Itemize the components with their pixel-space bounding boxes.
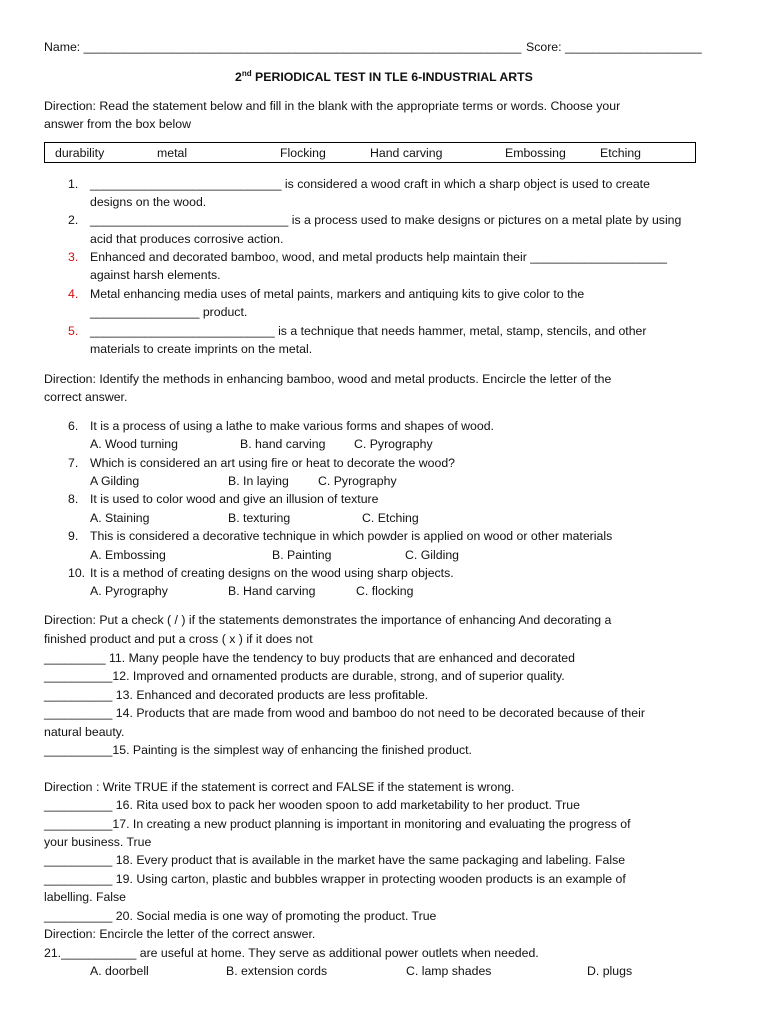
item-15-line: __________15. Painting is the simplest way of enhancing the finished product. [44,743,472,757]
item-number-8: 8. [68,492,79,506]
item-13-line: __________ 13. Enhanced and decorated products are less profitable. [44,688,429,702]
item-number-4: 4. [68,287,79,301]
direction-part3-line1: Direction: Put a check ( / ) if the statements demonstrates the importance of enhancing And decorating a [44,613,612,627]
title-text: PERIODICAL TEST IN TLE 6-INDUSTRIAL ARTS [251,70,533,84]
item-6-option-c: C. Pyrography [354,437,433,451]
item-9-option-c: C. Gilding [405,548,459,562]
item-4-line2: ________________ product. [90,305,248,319]
direction-part2-line2: correct answer. [44,390,128,404]
item-3-line2: against harsh elements. [90,268,221,282]
item-number-9: 9. [68,529,79,543]
item-7-option-a: A Gilding [90,474,140,488]
item-9-option-b: B. Painting [272,548,332,562]
item-5-line1: ___________________________ is a technique that needs hammer, metal, stamp, stencils, and other [90,324,647,338]
item-14-line1: __________ 14. Products that are made from wood and bamboo do not need to be decorated because of their [44,706,645,720]
item-12-line: __________12. Improved and ornamented products are durable, strong, and of superior quality. [44,669,565,683]
item-4-line1: Metal enhancing media uses of metal paints, markers and antiquing kits to give color to the [90,287,585,301]
item-8-option-a: A. Staining [90,511,150,525]
item-10-option-c: C. flocking [356,584,414,598]
item-number-1: 1. [68,177,79,191]
item-21-question: 21.___________ are useful at home. They serve as additional power outlets when needed. [44,946,539,960]
item-number-2: 2. [68,213,79,227]
item-16-line: __________ 16. Rita used box to pack her wooden spoon to add marketability to her product. True [44,798,580,812]
item-6-question: It is a process of using a lathe to make various forms and shapes of wood. [90,419,494,433]
direction-part3-line2: finished product and put a cross ( x ) if it does not [44,632,313,646]
direction-part2-line1: Direction: Identify the methods in enhancing bamboo, wood and metal products. Encircle the letter of the [44,372,612,386]
choice-hand-carving: Hand carving [370,146,443,160]
item-7-option-b: B. In laying [228,474,289,488]
item-8-option-c: C. Etching [362,511,419,525]
choice-durability: durability [55,146,105,160]
title-superscript: nd [241,68,252,78]
item-19-line2: labelling. False [44,890,127,904]
item-18-line: __________ 18. Every product that is available in the market have the same packaging and labeling. False [44,853,626,867]
item-11-line: _________ 11. Many people have the tendency to buy products that are enhanced and decorated [44,651,575,665]
item-17-line2: your business. True [44,835,152,849]
item-2-line2: acid that produces corrosive action. [90,232,284,246]
item-21-option-c: C. lamp shades [406,964,492,978]
item-5-line2: materials to create imprints on the metal. [90,342,313,356]
choice-metal: metal [157,146,188,160]
direction-part4: Direction : Write TRUE if the statement is correct and FALSE if the statement is wrong. [44,780,515,794]
item-21-option-b: B. extension cords [226,964,328,978]
choice-flocking: Flocking [280,146,326,160]
item-3-line1: Enhanced and decorated bamboo, wood, and metal products help maintain their ____________________ [90,250,668,264]
direction-part1-line1: Direction: Read the statement below and fill in the blank with the appropriate terms or words. Choose your [44,99,621,113]
name-field-label: Name: ________________________________________________________________ [44,40,522,54]
page-title [235,70,533,84]
item-7-option-c: C. Pyrography [318,474,397,488]
item-10-option-a: A. Pyrography [90,584,168,598]
item-21-option-a: A. doorbell [90,964,149,978]
item-19-line1: __________ 19. Using carton, plastic and bubbles wrapper in protecting wooden products is an example of [44,872,626,886]
score-field-label: Score: ____________________ [526,40,702,54]
item-9-question: This is considered a decorative technique in which powder is applied on wood or other materials [90,529,613,543]
item-10-option-b: B. Hand carving [228,584,316,598]
item-8-question: It is used to color wood and give an illusion of texture [90,492,379,506]
title-ordinal: 2 [235,70,242,84]
choice-embossing: Embossing [505,146,566,160]
item-number-10: 10. [68,566,86,580]
item-1-line2: designs on the wood. [90,195,207,209]
choice-etching: Etching [600,146,642,160]
item-2-line1: _____________________________ is a process used to make designs or pictures on a metal plate by using [90,213,682,227]
item-20-line: __________ 20. Social media is one way of promoting the product. True [44,909,437,923]
item-21-option-d: D. plugs [587,964,633,978]
item-6-option-b: B. hand carving [240,437,326,451]
item-17-line1: __________17. In creating a new product planning is important in monitoring and evaluating the progress of [44,817,631,831]
direction-part1-line2: answer from the box below [44,117,191,131]
item-7-question: Which is considered an art using fire or heat to decorate the wood? [90,456,456,470]
item-9-option-a: A. Embossing [90,548,166,562]
item-number-6: 6. [68,419,79,433]
answer-choices-box [44,142,696,163]
item-number-3: 3. [68,250,79,264]
item-10-question: It is a method of creating designs on the wood using sharp objects. [90,566,454,580]
item-1-line1: ____________________________ is considered a wood craft in which a sharp object is used to create [90,177,650,191]
item-8-option-b: B. texturing [228,511,291,525]
item-6-option-a: A. Wood turning [90,437,178,451]
direction-part5: Direction: Encircle the letter of the correct answer. [44,927,316,941]
item-14-line2: natural beauty. [44,725,125,739]
item-number-7: 7. [68,456,79,470]
item-number-5: 5. [68,324,79,338]
